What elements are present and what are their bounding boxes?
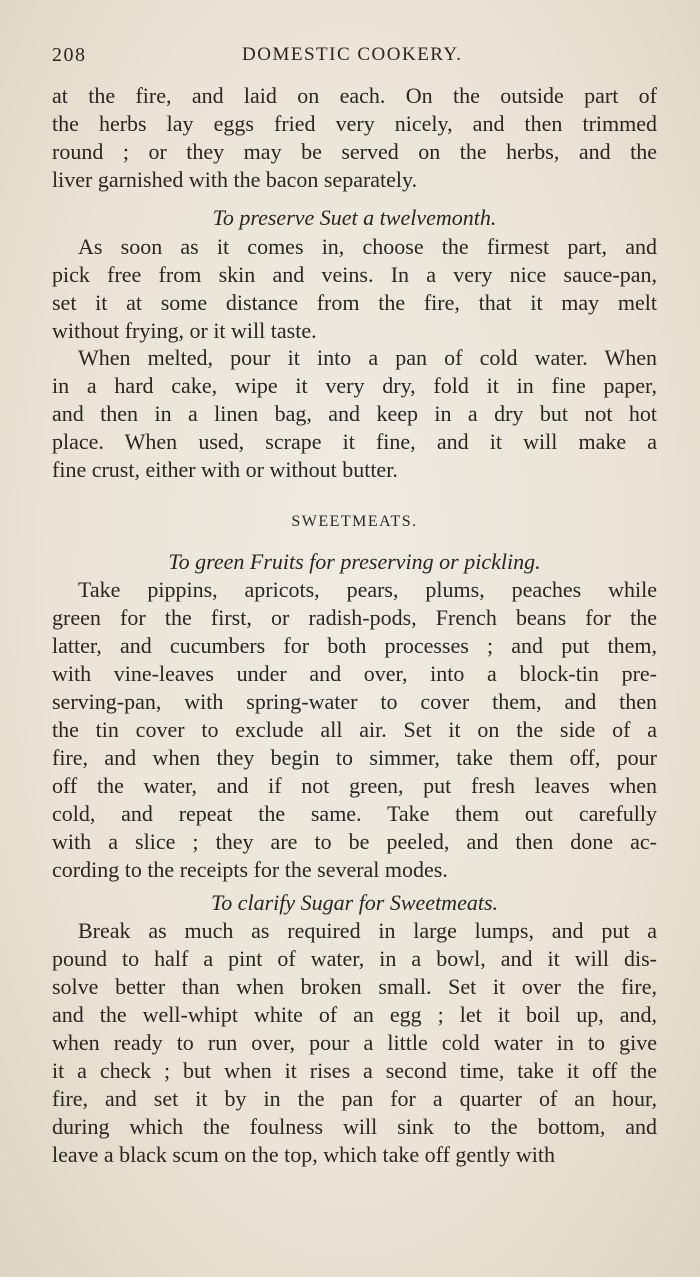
text-line: and then in a linen bag, and keep in a dry but not hot (52, 401, 657, 426)
text-line: and the well-whipt white of an egg ; let it boil up, and, (52, 1002, 657, 1027)
text-line: leave a black scum on the top, which take off gently with (52, 1142, 556, 1167)
text-line: in a hard cake, wipe it very dry, fold it in fine paper, (52, 373, 657, 398)
text-line: when ready to run over, pour a little cold water in to give (52, 1030, 657, 1055)
page-number: 208 (52, 44, 87, 66)
recipe-title: To clarify Sugar for Sweetmeats. (210, 890, 499, 915)
text-line: fine crust, either with or without butter. (52, 457, 398, 482)
text-line: the herbs lay eggs fried very nicely, and then trimmed (52, 111, 657, 136)
text-line: pound to half a pint of water, in a bowl, and it will dis- (52, 946, 657, 971)
section-heading: SWEETMEATS. (291, 513, 418, 530)
text-line: off the water, and if not green, put fresh leaves when (52, 773, 657, 798)
text-line: Break as much as required in large lumps, and put a (78, 918, 657, 943)
text-line: Take pippins, apricots, pears, plums, peaches while (78, 577, 657, 602)
text-line: with vine-leaves under and over, into a block-tin pre- (52, 661, 657, 686)
text-line: fire, and set it by in the pan for a quarter of an hour, (52, 1086, 657, 1111)
text-line: at the fire, and laid on each. On the outside part of (52, 83, 657, 108)
page-header (52, 44, 657, 72)
text-line: pick free from skin and veins. In a very nice sauce-pan, (52, 262, 657, 287)
text-line: latter, and cucumbers for both processes ; and put them, (52, 633, 657, 658)
text-line: solve better than when broken small. Set it over the fire, (52, 974, 657, 999)
recipe-title: To green Fruits for preserving or pickling. (168, 549, 541, 574)
text-line: As soon as it comes in, choose the firmest part, and (78, 234, 657, 259)
text-line: the tin cover to exclude all air. Set it on the side of a (52, 717, 657, 742)
text-line: liver garnished with the bacon separately. (52, 167, 418, 192)
text-line: round ; or they may be served on the herbs, and the (52, 139, 657, 164)
text-line: set it at some distance from the fire, that it may melt (52, 290, 657, 315)
text-line: with a slice ; they are to be peeled, and then done ac- (52, 829, 657, 854)
text-line: cold, and repeat the same. Take them out carefully (52, 801, 657, 826)
text-line: fire, and when they begin to simmer, take them off, pour (52, 745, 657, 770)
text-line: without frying, or it will taste. (52, 318, 317, 343)
text-line: When melted, pour it into a pan of cold water. When (78, 345, 657, 370)
recipe-title: To preserve Suet a twelvemonth. (212, 205, 497, 230)
running-title: DOMESTIC COOKERY. (242, 44, 463, 65)
text-line: during which the foulness will sink to the bottom, and (52, 1114, 657, 1139)
text-line: green for the first, or radish-pods, French beans for the (52, 605, 657, 630)
text-line: place. When used, scrape it fine, and it will make a (52, 429, 657, 454)
text-line: cording to the receipts for the several modes. (52, 857, 448, 882)
text-line: serving-pan, with spring-water to cover them, and then (52, 689, 657, 714)
text-line: it a check ; but when it rises a second time, take it off the (52, 1058, 657, 1083)
